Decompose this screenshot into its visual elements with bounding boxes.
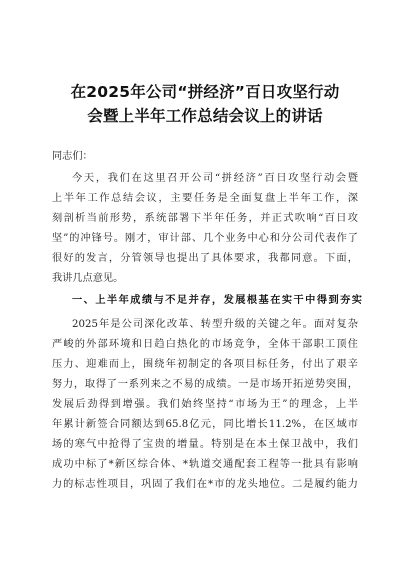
section-line: 成功中标了*新区综合体、*轨道交通配套工程等一批具有影响 xyxy=(52,459,358,470)
intro-line: 上半年工作总结会议，主要任务是全面复盘上半年工作，深 xyxy=(52,193,358,204)
section-line: 场的寒气中抢得了宝贵的增量。特别是在本土保卫战中，我们 xyxy=(52,439,358,450)
intro-line: 很好的发言，分管领导也提出了具体要求，我都同意。下面， xyxy=(52,253,358,264)
section-heading: 一、上半年成绩与不足并存，发展根基在实干中得到夯实 xyxy=(72,295,362,306)
intro-line: 今天，我们在这里召开公司“拼经济”百日攻坚行动会暨 xyxy=(72,173,358,184)
section-line: 力的标志性项目，巩固了我们在*市的龙头地位。二是履约能力 xyxy=(52,479,358,490)
section-line: 努力，取得了一系列来之不易的成绩。一是市场开拓逆势突围， xyxy=(52,379,358,390)
section-line: 压力、迎难而上，围绕年初制定的各项目标任务，付出了艰辛 xyxy=(52,359,358,370)
document-title-line-1: 在2025年公司“拼经济”百日攻坚行动 xyxy=(70,83,340,101)
section-line: 年累计新签合同额达到65.8亿元，同比增长11.2%，在区域市 xyxy=(52,419,358,430)
greeting: 同志们： xyxy=(52,151,93,162)
section-line: 2025年是公司深化改革、转型升级的关键之年。面对复杂 xyxy=(72,319,358,330)
document-title-line-2: 会暨上半年工作总结会议上的讲话 xyxy=(87,107,323,125)
section-line: 严峻的外部环境和日趋白热化的市场竞争，全体干部职工顶住 xyxy=(52,339,358,350)
section-line: 发展后劲得到增强。我们始终坚持“市场为王”的理念，上半 xyxy=(52,399,358,410)
intro-line: 坚”的冲锋号。刚才，审计部、几个业务中心和分公司代表作了 xyxy=(52,233,358,244)
intro-line: 我讲几点意见。 xyxy=(52,273,124,284)
intro-line: 刻剖析当前形势，系统部署下半年任务，并正式吹响“百日攻 xyxy=(52,213,358,224)
